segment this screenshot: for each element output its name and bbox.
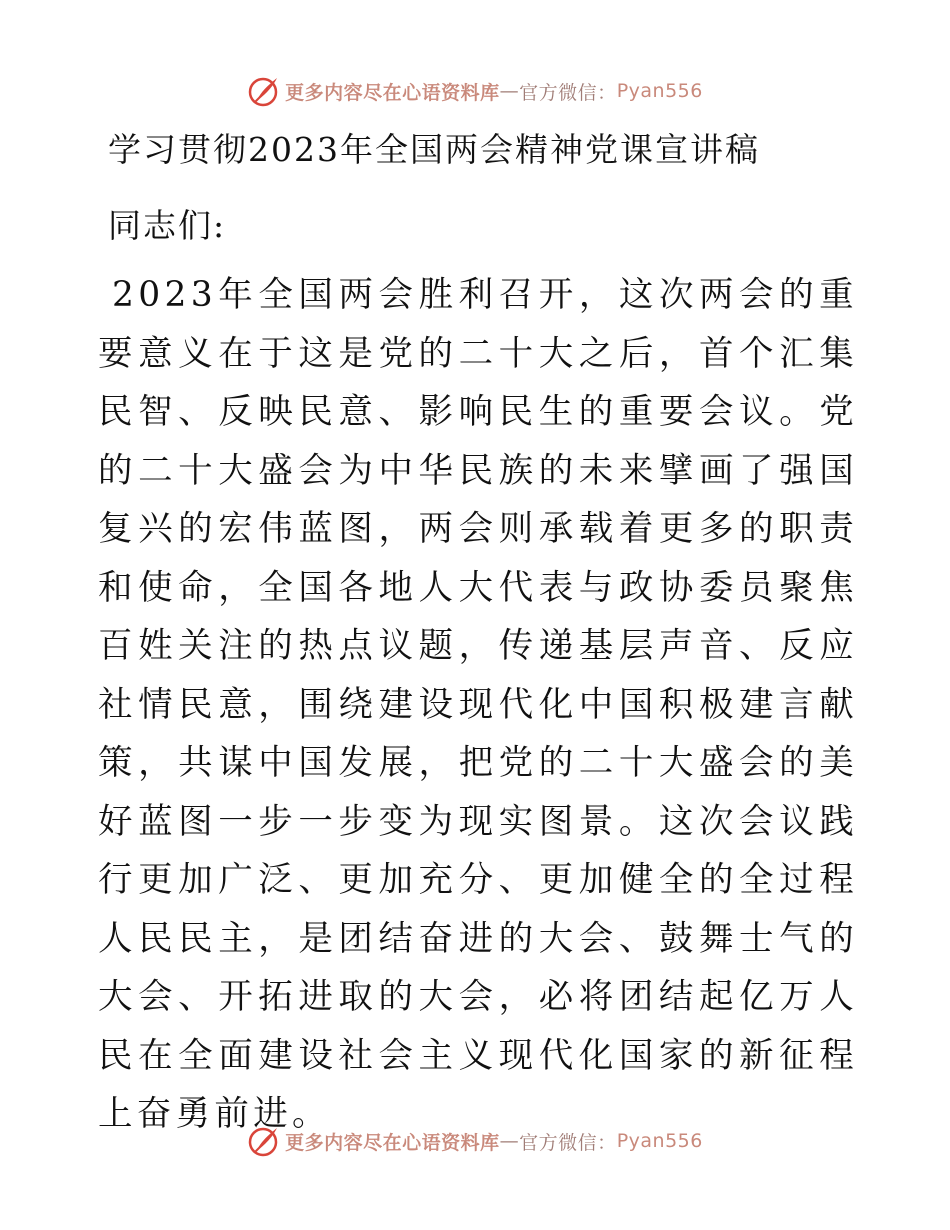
watermark-main-text: 更多内容尽在心语资料库 — [285, 81, 500, 104]
watermark-dash: — — [499, 80, 520, 102]
watermark-dash: — — [499, 1130, 520, 1152]
quill-logo-icon — [247, 1124, 281, 1158]
watermark-contact-id: Pyan556 — [616, 1130, 703, 1152]
watermark-contact-label: 官方微信： — [519, 1131, 617, 1154]
body-paragraph: 2023年全国两会胜利召开，这次两会的重要意义在于这是党的二十大之后，首个汇集民智、反映民意、影响民生的重要会议。党的二十大盛会为中华民族的未来擘画了强国复兴的宏伟蓝图，两会则承载着更多的职责和使命，全国各地人大代表与政协委员聚焦百姓关注的热点议题，传递基层声音、反应社情民意，围绕建设现代化中国积极建言献策，共谋中国发展，把党的二十大盛会的美好蓝图一步一步变为现实图景。这次会议践行更加广泛、更加充分、更加健全的全过程人民民主，是团结奋进的大会、鼓舞士气的大会、开拓进取的大会，必将团结起亿万人民在全面建设社会主义现代化国家的新征程上奋勇前进。 — [98, 275, 858, 1134]
watermark-contact-label: 官方微信： — [519, 81, 617, 104]
watermark-main-text: 更多内容尽在心语资料库 — [285, 1131, 500, 1154]
greeting: 同志们: — [108, 206, 227, 245]
document-title: 学习贯彻2023年全国两会精神党课宣讲稿 — [108, 130, 760, 169]
quill-logo-icon — [247, 74, 281, 108]
watermark-contact-id: Pyan556 — [616, 80, 703, 102]
header-watermark — [0, 72, 950, 110]
footer-watermark — [0, 1122, 950, 1160]
